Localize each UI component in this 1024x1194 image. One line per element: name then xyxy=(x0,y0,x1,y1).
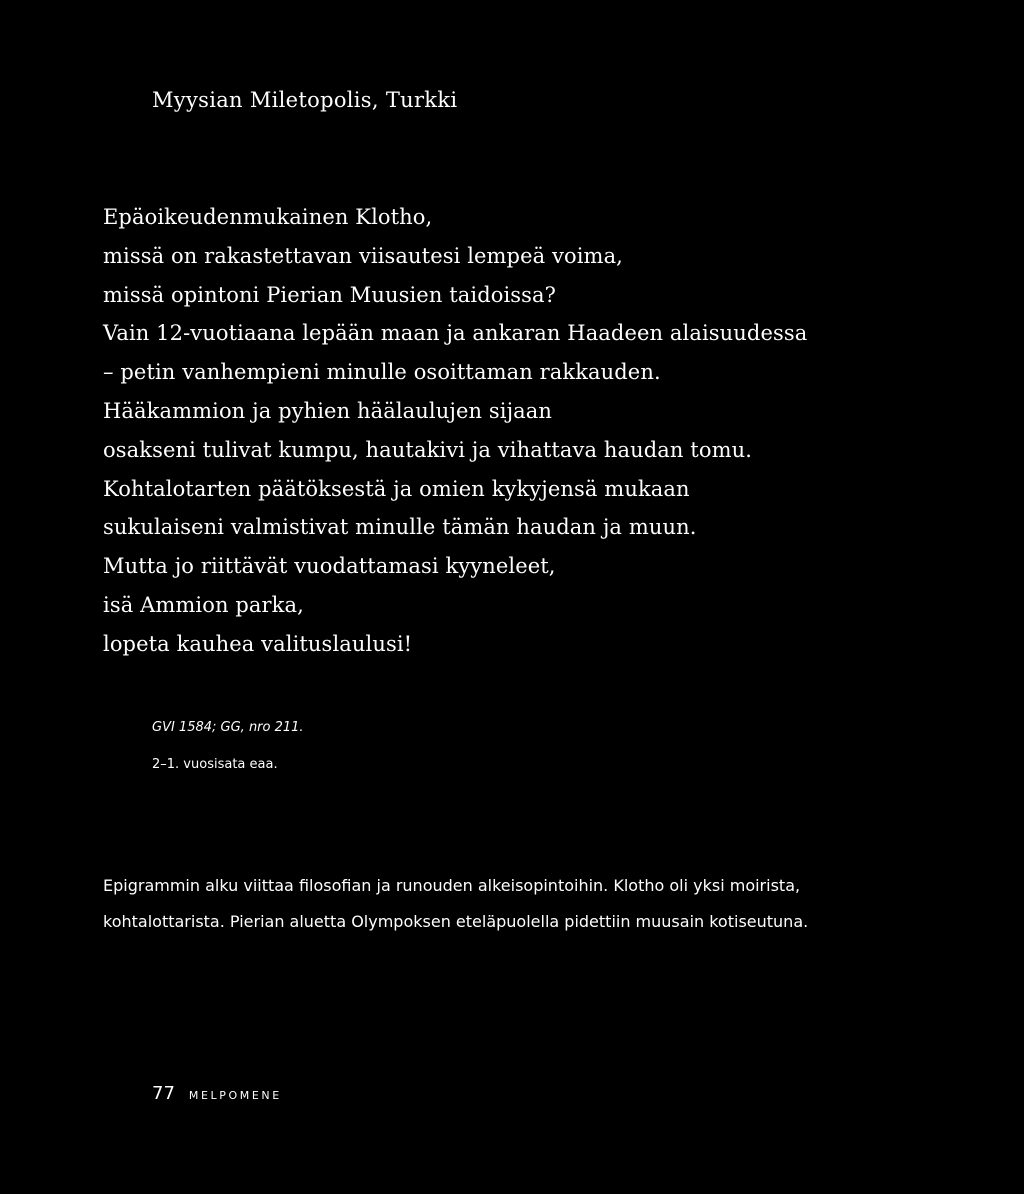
section-name: MELPOMENE xyxy=(188,1089,282,1102)
location-heading: Myysian Miletopolis, Turkki xyxy=(152,88,458,112)
date-label: 2–1. vuosisata eaa. xyxy=(152,757,278,772)
poem-line: lopeta kauhea valituslaulusi! xyxy=(103,631,413,656)
poem-line: Mutta jo riittävät vuodattamasi kyyneleet, xyxy=(103,554,556,579)
note-line: Epigrammin alku viittaa filosofian ja runouden alkeisopintoihin. Klotho oli yksi moirista, xyxy=(103,876,801,895)
note-line: kohtalottarista. Pierian aluetta Olympoksen eteläpuolella pidettiin muusain kotiseutuna. xyxy=(103,912,809,931)
poem-line: isä Ammion parka, xyxy=(103,592,304,617)
poem-line: osakseni tulivat kumpu, hautakivi ja vihattava haudan tomu. xyxy=(103,437,753,462)
poem-line: sukulaiseni valmistivat minulle tämän haudan ja muun. xyxy=(103,515,697,540)
poem-line: Hääkammion ja pyhien häälaulujen sijaan xyxy=(103,398,553,423)
page-footer xyxy=(152,1083,282,1104)
poem-line: Epäoikeudenmukainen Klotho, xyxy=(103,205,433,229)
poem-line: Kohtalotarten päätöksestä ja omien kykyjensä mukaan xyxy=(103,476,690,501)
epigram-poem xyxy=(103,198,983,664)
poem-line: Vain 12-vuotiaana lepään maan ja ankaran Haadeen alaisuudessa xyxy=(103,321,808,346)
commentary-notes xyxy=(103,868,1003,940)
poem-line: missä opintoni Pierian Muusien taidoissa? xyxy=(103,282,557,307)
poem-line: missä on rakastettavan viisautesi lempeä voima, xyxy=(103,243,623,268)
page-number: 77 xyxy=(152,1083,175,1104)
poem-line: – petin vanhempieni minulle osoittaman rakkauden. xyxy=(103,360,661,385)
source-reference: GVI 1584; GG, nro 211. xyxy=(152,720,304,735)
